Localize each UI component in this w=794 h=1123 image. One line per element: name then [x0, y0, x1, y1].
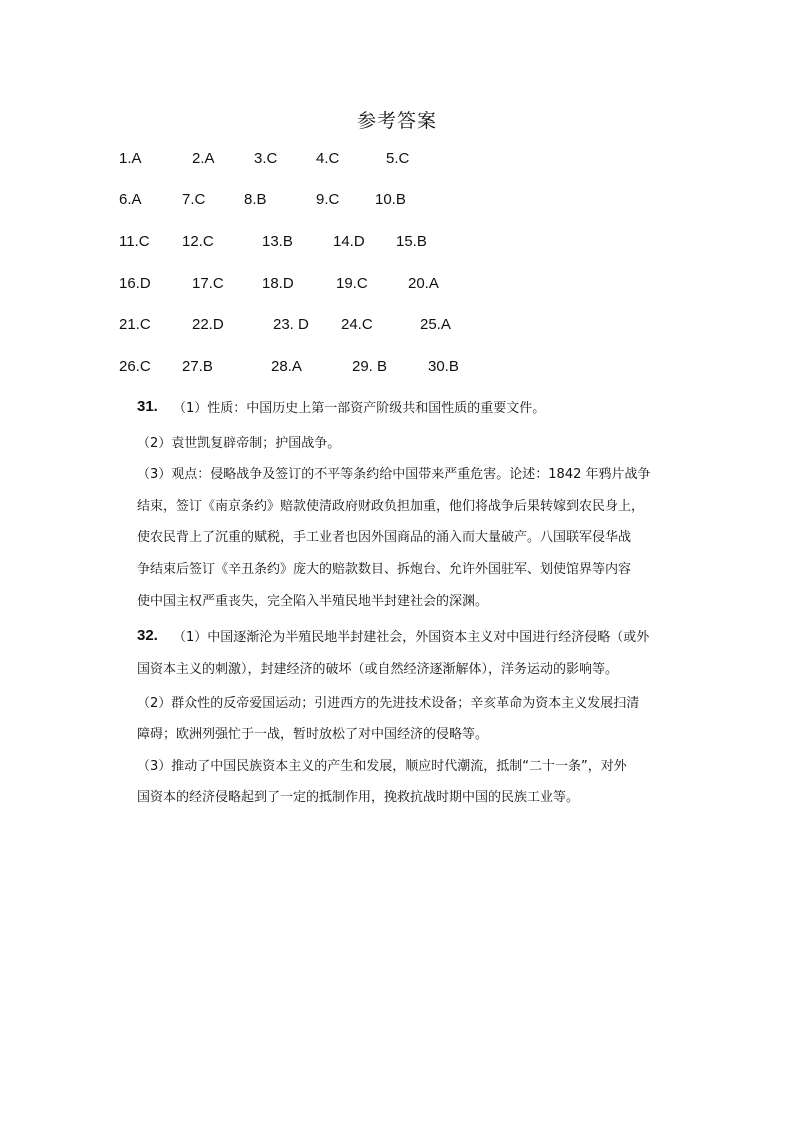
answer-item: 15.B — [396, 233, 427, 250]
answer-line: 使农民背上了沉重的赋税，手工业者也因外国商品的涌入而大量破产。八国联军侵华战 — [137, 530, 632, 545]
answer-item: 3.C — [254, 150, 278, 167]
answer-item: 18.D — [262, 275, 294, 292]
answer-item: 1.A — [119, 150, 142, 167]
answer-row-4 — [0, 275, 794, 297]
answer-item: 8.B — [244, 191, 267, 208]
answer-line: （2）群众性的反帝爱国运动；引进西方的先进技术设备；辛亥革命为资本主义发展扫清 — [137, 696, 640, 711]
answer-line: 国资本的经济侵略起到了一定的抵制作用，挽救抗战时期中国的民族工业等。 — [137, 790, 580, 805]
question-number: 31. — [137, 398, 158, 415]
answer-item: 25.A — [420, 316, 451, 333]
answer-line: 使中国主权严重丧失，完全陷入半殖民地半封建社会的深渊。 — [137, 594, 489, 609]
answer-line: 障碍；欧洲列强忙于一战，暂时放松了对中国经济的侵略等。 — [137, 727, 489, 742]
answer-item: 26.C — [119, 358, 151, 375]
answer-line: （3）观点：侵略战争及签订的不平等条约给中国带来严重危害。论述：1842 年鸦片战争 — [137, 467, 651, 482]
answer-line: （1）性质：中国历史上第一部资产阶级共和国性质的重要文件。 — [173, 401, 546, 416]
answer-item: 21.C — [119, 316, 151, 333]
answer-line: （2）袁世凯复辟帝制；护国战争。 — [137, 436, 341, 451]
answer-item: 12.C — [182, 233, 214, 250]
page-title: 参考答案 — [356, 110, 437, 132]
answer-row-5 — [0, 316, 794, 338]
answer-line: 国资本主义的刺激），封建经济的破坏（或自然经济逐渐解体），洋务运动的影响等。 — [137, 662, 619, 677]
answer-item: 17.C — [192, 275, 224, 292]
answer-line: 争结束后签订《辛丑条约》庞大的赔款数目、拆炮台、允许外国驻军、划使馆界等内容 — [137, 562, 632, 577]
answer-item: 10.B — [375, 191, 406, 208]
answer-row-2 — [0, 191, 794, 213]
answer-item: 2.A — [192, 150, 215, 167]
answer-item: 9.C — [316, 191, 340, 208]
answer-item: 29. B — [352, 358, 388, 375]
answer-item: 5.C — [386, 150, 410, 167]
answer-item: 24.C — [341, 316, 373, 333]
answer-row-1 — [0, 150, 794, 172]
answer-row-6 — [0, 358, 794, 380]
answer-row-3 — [0, 233, 794, 255]
answer-item: 16.D — [119, 275, 151, 292]
question-number: 32. — [137, 627, 158, 644]
answer-item: 14.D — [333, 233, 365, 250]
answer-item: 27.B — [182, 358, 213, 375]
answer-line: 结束，签订《南京条约》赔款使清政府财政负担加重，他们将战争后果转嫁到农民身上， — [137, 499, 645, 514]
answer-item: 19.C — [336, 275, 368, 292]
answer-item: 4.C — [316, 150, 340, 167]
answer-item: 22.D — [192, 316, 224, 333]
answer-item: 23. D — [273, 316, 309, 333]
answer-item: 13.B — [262, 233, 293, 250]
answer-item: 20.A — [408, 275, 439, 292]
answer-item: 30.B — [428, 358, 459, 375]
answer-item: 7.C — [182, 191, 206, 208]
answer-item: 6.A — [119, 191, 142, 208]
answer-item: 11.C — [119, 233, 150, 250]
answer-line: （3）推动了中国民族资本主义的产生和发展，顺应时代潮流，抵制“二十一条”，对外 — [137, 759, 627, 774]
answer-item: 28.A — [271, 358, 302, 375]
answer-line: （1）中国逐渐沦为半殖民地半封建社会，外国资本主义对中国进行经济侵略（或外 — [173, 630, 650, 645]
